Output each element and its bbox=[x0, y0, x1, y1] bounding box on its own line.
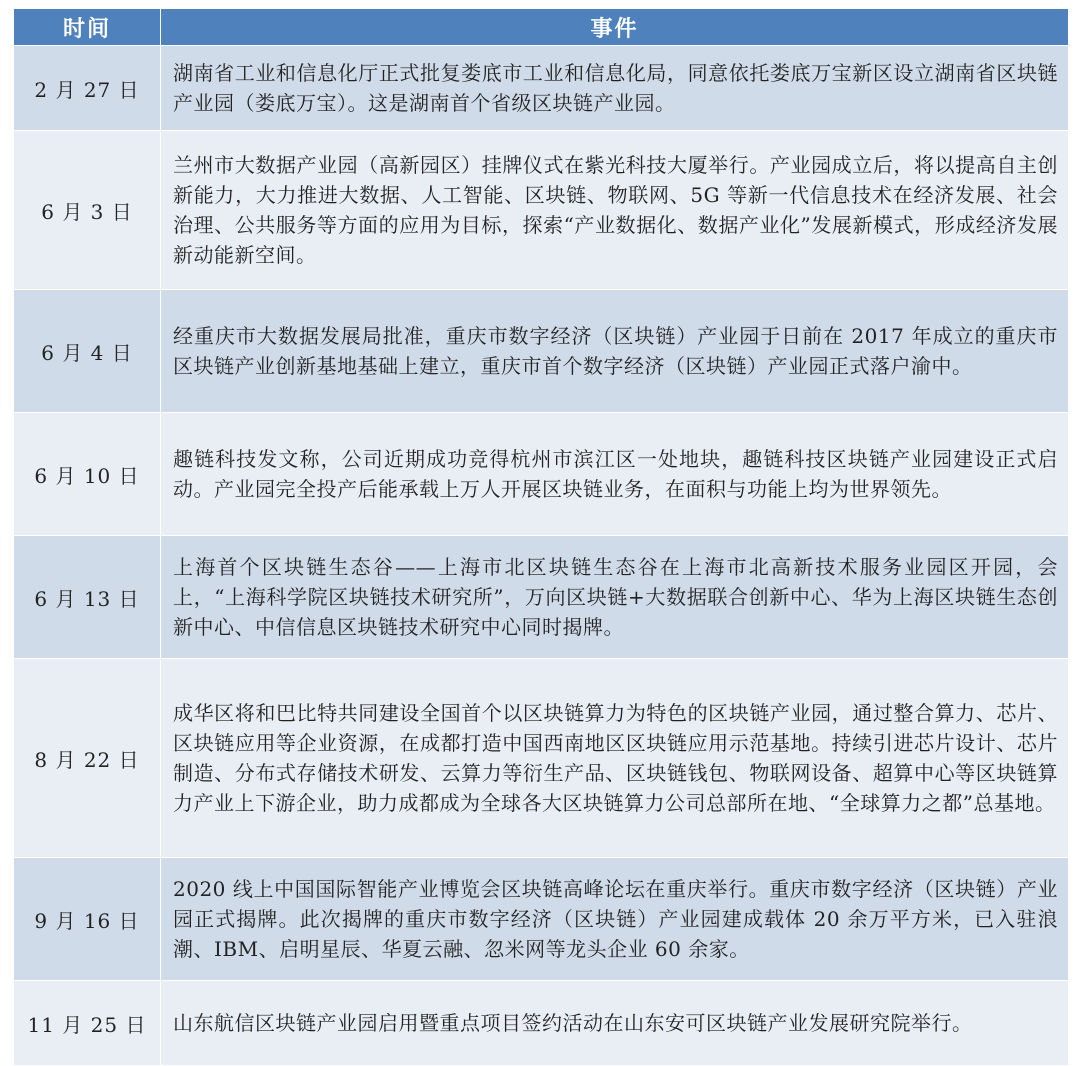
column-header-date: 时间 bbox=[14, 9, 161, 46]
date-cell: 2 月 27 日 bbox=[14, 46, 161, 131]
date-cell: 8 月 22 日 bbox=[14, 659, 161, 858]
table-row bbox=[14, 536, 1069, 659]
event-cell: 经重庆市大数据发展局批准，重庆市数字经济（区块链）产业园于日前在 2017 年成立的重庆市区块链产业创新基地基础上建立，重庆市首个数字经济（区块链）产业园正式落户渝中。 bbox=[161, 290, 1069, 413]
column-header-event: 事件 bbox=[161, 9, 1069, 46]
table-row bbox=[14, 131, 1069, 290]
header-row bbox=[14, 9, 1069, 46]
events-table bbox=[13, 8, 1069, 1066]
event-cell: 兰州市大数据产业园（高新园区）挂牌仪式在紫光科技大厦举行。产业园成立后，将以提高自主创新能力，大力推进大数据、人工智能、区块链、物联网、5G 等新一代信息技术在经济发展、社会治理、公共服务等方面的应用为目标，探索“产业数据化、数据产业化”发展新模式，形成经济发展新动能新空间。 bbox=[161, 131, 1069, 290]
event-cell: 上海首个区块链生态谷——上海市北区块链生态谷在上海市北高新技术服务业园区开园，会上，“上海科学院区块链技术研究所”，万向区块链+大数据联合创新中心、华为上海区块链生态创新中心、中信信息区块链技术研究中心同时揭牌。 bbox=[161, 536, 1069, 659]
date-cell: 6 月 10 日 bbox=[14, 413, 161, 536]
date-cell: 6 月 3 日 bbox=[14, 131, 161, 290]
event-cell: 成华区将和巴比特共同建设全国首个以区块链算力为特色的区块链产业园，通过整合算力、芯片、区块链应用等企业资源，在成都打造中国西南地区区块链应用示范基地。持续引进芯片设计、芯片制造、分布式存储技术研发、云算力等衍生产品、区块链钱包、物联网设备、超算中心等区块链算力产业上下游企业，助力成都成为全球各大区块链算力公司总部所在地、“全球算力之都”总基地。 bbox=[161, 659, 1069, 858]
table-row bbox=[14, 413, 1069, 536]
date-cell: 11 月 25 日 bbox=[14, 981, 161, 1066]
date-cell: 6 月 4 日 bbox=[14, 290, 161, 413]
event-cell: 趣链科技发文称，公司近期成功竞得杭州市滨江区一处地块，趣链科技区块链产业园建设正式启动。产业园完全投产后能承载上万人开展区块链业务，在面积与功能上均为世界领先。 bbox=[161, 413, 1069, 536]
table-body bbox=[14, 46, 1069, 1066]
table-header bbox=[14, 9, 1069, 46]
table-row bbox=[14, 46, 1069, 131]
event-cell: 湖南省工业和信息化厅正式批复娄底市工业和信息化局，同意依托娄底万宝新区设立湖南省区块链产业园（娄底万宝）。这是湖南首个省级区块链产业园。 bbox=[161, 46, 1069, 131]
table-row bbox=[14, 858, 1069, 981]
table-row bbox=[14, 659, 1069, 858]
date-cell: 9 月 16 日 bbox=[14, 858, 161, 981]
event-cell: 山东航信区块链产业园启用暨重点项目签约活动在山东安可区块链产业发展研究院举行。 bbox=[161, 981, 1069, 1066]
event-cell: 2020 线上中国国际智能产业博览会区块链高峰论坛在重庆举行。重庆市数字经济（区块链）产业园正式揭牌。此次揭牌的重庆市数字经济（区块链）产业园建成载体 20 余万平方米，已入驻浪潮、IBM、启明星辰、华夏云融、忽米网等龙头企业 60 余家。 bbox=[161, 858, 1069, 981]
table-row bbox=[14, 981, 1069, 1066]
events-table-container bbox=[13, 8, 1068, 1066]
table-row bbox=[14, 290, 1069, 413]
date-cell: 6 月 13 日 bbox=[14, 536, 161, 659]
